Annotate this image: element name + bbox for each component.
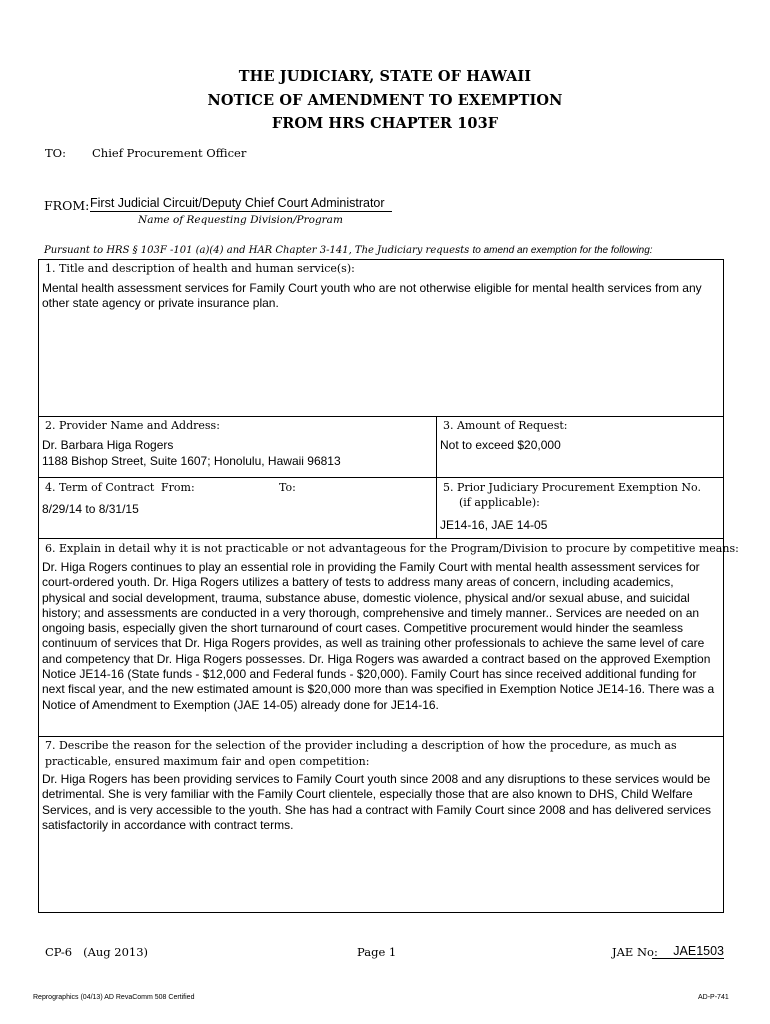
section-5-subtitle: (if applicable):: [459, 496, 540, 509]
pursuant-part-1: Pursuant to HRS § 103F -101 (a)(4) and HAR Chapter 3-141, The Judiciary requests: [44, 245, 473, 256]
column-divider: [436, 478, 437, 538]
reprographics-note: Reprographics (04/13) AD RevaComm 508 Certified: [33, 994, 195, 1001]
form-number: CP-6 (Aug 2013): [45, 945, 149, 959]
to-value: Chief Procurement Officer: [92, 146, 247, 160]
section-6-box: [38, 538, 739, 737]
section-7-box: [38, 736, 724, 913]
section-5-title: 5. Prior Judiciary Procurement Exemption No.: [443, 481, 701, 494]
section-2-3-row: [38, 416, 724, 478]
jae-label: JAE No:: [612, 945, 658, 959]
section-1-title: 1. Title and description of health and human service(s):: [45, 262, 355, 275]
from-value: First Judicial Circuit/Deputy Chief Court Administrator: [90, 196, 392, 212]
section-2-title: 2. Provider Name and Address:: [45, 419, 220, 432]
jae-number: JAE1503: [652, 944, 724, 959]
section-7-title: 7. Describe the reason for the selection of the provider including a description of how the procedure, as much as practicable, ensured maximum fair and open competition:: [45, 739, 677, 768]
title-line-1: THE JUDICIARY, STATE OF HAWAII: [238, 68, 532, 85]
title-line-3: FROM HRS CHAPTER 103F: [271, 115, 499, 132]
term-from-label: From:: [161, 481, 195, 494]
from-label: FROM:: [44, 198, 90, 213]
term-to-label: To:: [279, 481, 296, 494]
pursuant-part-2: to amend an exemption for the following:: [472, 245, 653, 256]
section-7-body: Dr. Higa Rogers has been providing services to Family Court youth since 2008 and any disruptions to these services would be detrimental. She is very familiar with the Family Court clientele, especially those that are also known to DHS, Child Welfare Services, and is very accessible to the youth. She has had a contract with Family Court since 2008 and has delivered services satisfactorily in accordance with contract terms.: [42, 772, 712, 832]
section-4-title: 4. Term of Contract: [45, 481, 155, 494]
title-line-2: NOTICE OF AMENDMENT TO EXEMPTION: [207, 92, 563, 109]
provider-name: Dr. Barbara Higa Rogers: [42, 438, 174, 452]
term-dates: 8/29/14 to 8/31/15: [42, 502, 139, 516]
column-divider: [436, 417, 437, 477]
section-4-5-row: [38, 477, 724, 539]
page-number: Page 1: [357, 945, 397, 959]
section-3-title: 3. Amount of Request:: [443, 419, 568, 432]
section-1-body: Mental health assessment services for Family Court youth who are not otherwise eligible for mental health services from any other state agency or private insurance plan.: [42, 281, 702, 311]
pursuant-statement: [44, 245, 653, 256]
form-code: AD-P-741: [698, 994, 729, 1001]
section-1-box: [38, 259, 724, 417]
to-label: TO:: [45, 146, 66, 160]
prior-exemption-numbers: JE14-16, JAE 14-05: [440, 518, 548, 532]
section-6-body: Dr. Higa Rogers continues to play an essential role in providing the Family Court with mental health assessment services for court-ordered youth. Dr. Higa Rogers utilizes a battery of tests to address many areas of concern, including academics, physical and social development, trauma, substance abuse, domestic violence, physical and/or sexual abuse, and suicidal history; and assessments are conducted in a very thorough, comprehensive and timely manner.. Services are needed on an ongoing basis, especially given the short turnaround of court cases. Competitive procurement would hinder the seamless continuum of services that Dr. Higa Rogers provides, as well as training other professionals to achieve the same level of care and competency that Dr. Higa Rogers possesses. Dr. Higa Rogers was awarded a contract based on the approved Exemption Notice JE14-16 (State funds - $12,000 and Federal funds - $20,000). Family Court has since received additional funding for next fiscal year, and the new estimated amount is $20,000 more than was specified in Exemption Notice JE14-16. There was a Notice of Amendment to Exemption (JAE 14-05) already done for JE14-16.: [42, 560, 715, 712]
provider-address: 1188 Bishop Street, Suite 1607; Honolulu, Hawaii 96813: [42, 454, 341, 468]
request-amount: Not to exceed $20,000: [440, 438, 561, 452]
section-6-title: 6. Explain in detail why it is not practicable or not advantageous for the Program/Division to procure by competitive means:: [45, 542, 739, 555]
from-caption: Name of Requesting Division/Program: [138, 214, 343, 226]
